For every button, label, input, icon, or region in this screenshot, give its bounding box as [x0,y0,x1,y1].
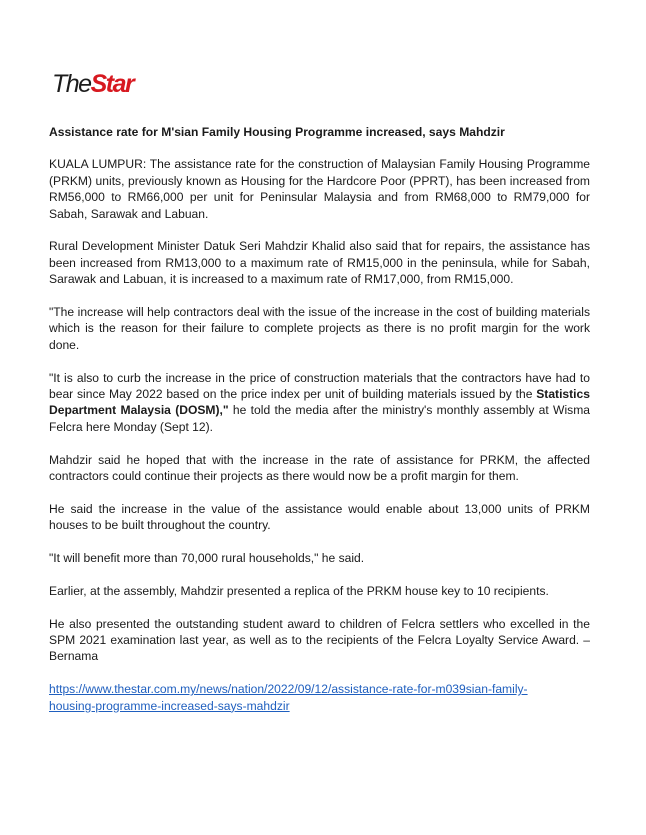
article-body [49,124,590,714]
source-link-line-2[interactable]: housing-programme-increased-says-mahdzir [49,698,290,713]
article-headline: Assistance rate for M'sian Family Housing Programme increased, says Mahdzir [49,125,505,139]
logo-the: The [52,70,91,98]
paragraph-3: "The increase will help contractors deal with the issue of the increase in the cost of building materials which is the reason for their failure to complete projects as there is no profit margin for the work done. [49,305,590,352]
paragraph-7: "It will benefit more than 70,000 rural households," he said. [49,551,365,566]
paragraph-2: Rural Development Minister Datuk Seri Mahdzir Khalid also said that for repairs, the assistance has been increased from RM13,000 to a maximum rate of RM15,000 in the peninsula, while for Sabah, Sarawak and Labuan, it is increased to a maximum rate of RM17,000, from RM15,000. [49,239,590,287]
source-link-line-1[interactable]: https://www.thestar.com.my/news/nation/2022/09/12/assistance-rate-for-m039sian-family- [49,682,528,697]
paragraph-8: Earlier, at the assembly, Mahdzir presented a replica of the PRKM house key to 10 recipients. [49,583,549,598]
logo-star: Star [90,70,134,98]
source-link[interactable] [49,681,590,714]
paragraph-9: He also presented the outstanding student award to children of Felcra settlers who excelled in the SPM 2021 examination last year, as well as to the recipients of the Felcra Loyalty Service Award. – Bernama [49,616,590,664]
paragraph-1: KUALA LUMPUR: The assistance rate for the construction of Malaysian Family Housing Programme (PRKM) units, previously known as Housing for the Hardcore Poor (PPRT), has been increased from RM56,000 to RM66,000 per unit for Peninsular Malaysia and from RM68,000 to RM79,000 for Sabah, Sarawak and Labuan. [49,157,590,221]
dosm-bold-text: Statistics Department Malaysia (DOSM)," [49,387,590,418]
paragraph-6: He said the increase in the value of the assistance would enable about 13,000 units of PRKM houses to be built throughout the country. [49,501,590,533]
paragraph-4-text-b: he told the media after the ministry's monthly assembly at Wisma Felcra here Monday (Sept 12). [49,403,590,434]
thestar-logo [52,72,133,97]
paragraph-4-text-a: "It is also to curb the increase in the price of construction materials that the contractors have had to bear since May 2022 based on the price index per unit of building materials issued by the [49,370,590,402]
paragraph-4 [49,370,590,436]
paragraph-5: Mahdzir said he hoped that with the increase in the rate of assistance for PRKM, the affected contractors could continue their projects as there would now be a profit margin for them. [49,452,590,484]
